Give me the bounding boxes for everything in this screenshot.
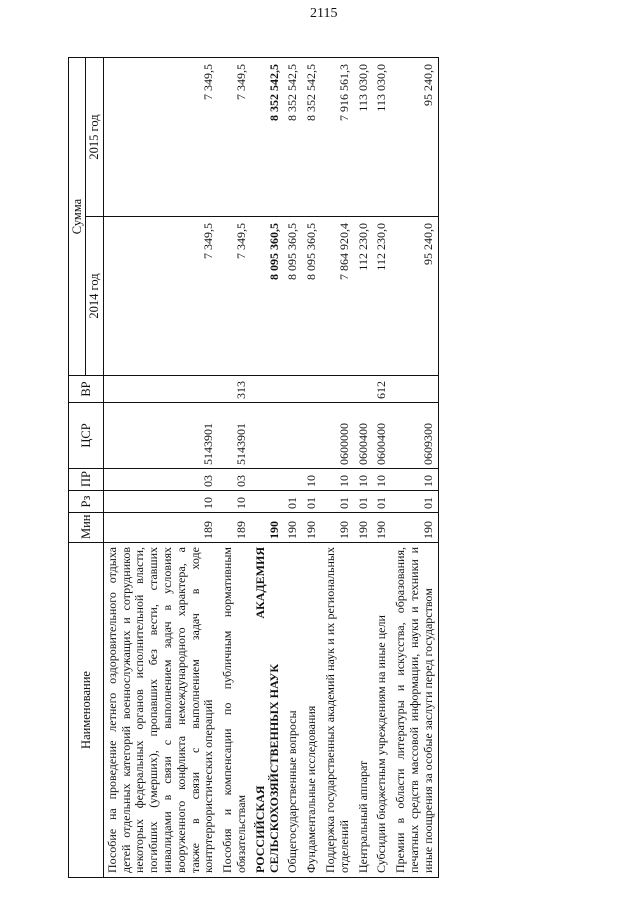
header-year-2015: 2015 год xyxy=(86,58,103,217)
cell-csr xyxy=(284,403,303,469)
header-csr: ЦСР xyxy=(69,403,104,469)
header-year-2014: 2014 год xyxy=(86,217,103,376)
cell-rz: 01 xyxy=(284,491,303,513)
cell-min: 190 xyxy=(392,513,439,543)
table-row xyxy=(322,58,355,878)
cell-vr xyxy=(252,376,285,403)
cell-name: Премии в области литературы и искусства, образования, печатных средств массовой информации, науки и техники и иные поощрения за особые заслуги перед государством xyxy=(392,543,439,878)
cell-csr xyxy=(303,403,322,469)
cell-sum-2014: 7 864 920,4 xyxy=(322,217,355,376)
cell-csr: 0600000 xyxy=(322,403,355,469)
header-min: Мин xyxy=(69,513,104,543)
cell-pr: 10 xyxy=(303,469,322,491)
cell-vr: 313 xyxy=(219,376,252,403)
table-row xyxy=(303,58,322,878)
header-name: Наименование xyxy=(69,543,104,878)
cell-sum-2014: 112 230,0 xyxy=(355,217,374,376)
table-row xyxy=(284,58,303,878)
cell-vr xyxy=(322,376,355,403)
table-row xyxy=(373,58,392,878)
cell-csr: 5143901 xyxy=(219,403,252,469)
cell-sum-2015: 7 349,5 xyxy=(103,58,219,217)
cell-min: 190 xyxy=(284,513,303,543)
cell-name: Пособия и компенсации по публичным нормативным обязательствам xyxy=(219,543,252,878)
cell-name: Пособие на проведение летнего оздоровительного отдыха детей отдельных категорий военнослужащих и сотрудников некоторых федеральных органов исполнительной власти, погибших (умерших), пропавших без вести, ставших инвалидами в связи с выполнением задач в условиях вооруженного конфликта немеждународного характера, а также в связи с выполнением задач в ходе контртеррористических операций xyxy=(103,543,219,878)
cell-pr: 10 xyxy=(322,469,355,491)
cell-csr: 0600400 xyxy=(355,403,374,469)
header-rz: Рз xyxy=(69,491,104,513)
cell-sum-2015: 113 030,0 xyxy=(355,58,374,217)
cell-rz: 10 xyxy=(219,491,252,513)
cell-csr: 0600400 xyxy=(373,403,392,469)
cell-pr: 10 xyxy=(392,469,439,491)
rotated-table-wrapper xyxy=(68,58,568,878)
cell-pr: 03 xyxy=(219,469,252,491)
cell-pr: 03 xyxy=(103,469,219,491)
cell-pr: 10 xyxy=(355,469,374,491)
cell-sum-2014: 8 095 360,5 xyxy=(284,217,303,376)
cell-csr: 5143901 xyxy=(103,403,219,469)
cell-name: Фундаментальные исследования xyxy=(303,543,322,878)
table-row xyxy=(103,58,219,878)
cell-rz: 10 xyxy=(103,491,219,513)
cell-sum-2014: 95 240,0 xyxy=(392,217,439,376)
cell-rz: 01 xyxy=(392,491,439,513)
cell-name: Общегосударственные вопросы xyxy=(284,543,303,878)
cell-min: 189 xyxy=(219,513,252,543)
cell-min: 190 xyxy=(373,513,392,543)
header-sum: Сумма xyxy=(69,58,86,376)
cell-pr: 10 xyxy=(373,469,392,491)
cell-name: РОССИЙСКАЯ АКАДЕМИЯ СЕЛЬСКОХОЗЯЙСТВЕННЫХ НАУК xyxy=(252,543,285,878)
cell-vr xyxy=(392,376,439,403)
cell-sum-2014: 7 349,5 xyxy=(219,217,252,376)
cell-sum-2015: 8 352 542,5 xyxy=(252,58,285,217)
cell-sum-2014: 7 349,5 xyxy=(103,217,219,376)
table-row xyxy=(252,58,285,878)
cell-vr xyxy=(303,376,322,403)
budget-table xyxy=(68,57,439,878)
table-row xyxy=(355,58,374,878)
header-pr: ПР xyxy=(69,469,104,491)
table-row xyxy=(392,58,439,878)
cell-sum-2015: 7 916 561,3 xyxy=(322,58,355,217)
cell-min: 190 xyxy=(322,513,355,543)
cell-csr xyxy=(252,403,285,469)
cell-pr xyxy=(284,469,303,491)
cell-sum-2014: 112 230,0 xyxy=(373,217,392,376)
cell-sum-2015: 113 030,0 xyxy=(373,58,392,217)
cell-vr xyxy=(355,376,374,403)
cell-vr xyxy=(103,376,219,403)
table-body xyxy=(103,58,439,878)
cell-sum-2015: 8 352 542,5 xyxy=(303,58,322,217)
cell-min: 189 xyxy=(103,513,219,543)
cell-min: 190 xyxy=(252,513,285,543)
cell-name: Поддержка государственных академий наук и их региональных отделений xyxy=(322,543,355,878)
page-number: 2115 xyxy=(310,6,338,21)
cell-sum-2014: 8 095 360,5 xyxy=(303,217,322,376)
cell-sum-2015: 7 349,5 xyxy=(219,58,252,217)
cell-vr xyxy=(284,376,303,403)
cell-rz: 01 xyxy=(303,491,322,513)
cell-rz: 01 xyxy=(322,491,355,513)
cell-sum-2015: 95 240,0 xyxy=(392,58,439,217)
cell-sum-2015: 8 352 542,5 xyxy=(284,58,303,217)
cell-csr: 0609300 xyxy=(392,403,439,469)
table-header xyxy=(69,58,104,878)
cell-pr xyxy=(252,469,285,491)
cell-name: Субсидии бюджетным учреждениям на иные цели xyxy=(373,543,392,878)
table-row xyxy=(219,58,252,878)
cell-rz: 01 xyxy=(373,491,392,513)
cell-min: 190 xyxy=(355,513,374,543)
cell-name: Центральный аппарат xyxy=(355,543,374,878)
cell-rz xyxy=(252,491,285,513)
cell-vr: 612 xyxy=(373,376,392,403)
cell-sum-2014: 8 095 360,5 xyxy=(252,217,285,376)
cell-rz: 01 xyxy=(355,491,374,513)
cell-min: 190 xyxy=(303,513,322,543)
header-vr: ВР xyxy=(69,376,104,403)
